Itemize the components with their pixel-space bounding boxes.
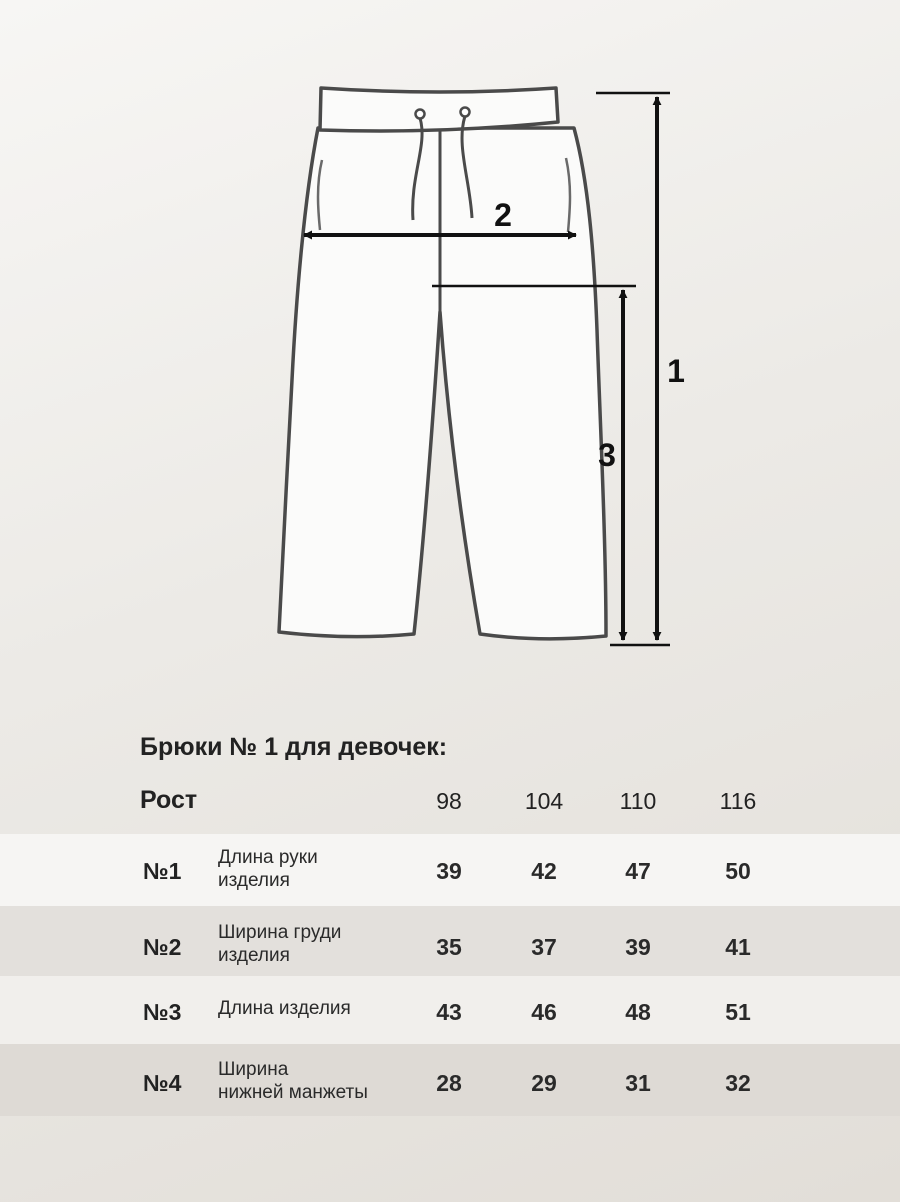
drawstring-grommet-right [461, 108, 470, 117]
row-value: 43 [436, 999, 462, 1025]
table-title: Брюки № 1 для девочек: [140, 733, 448, 761]
row-description-line: изделия [218, 870, 290, 891]
row-value: 35 [436, 934, 462, 960]
row-value: 41 [725, 934, 751, 960]
row-number: №1 [143, 858, 182, 884]
table-row [0, 834, 900, 906]
row-description-line: Длина изделия [218, 998, 351, 1019]
row-value: 39 [625, 934, 651, 960]
row-value: 46 [531, 999, 557, 1025]
size-header-row [0, 782, 900, 822]
row-number: №4 [143, 1070, 182, 1096]
row-description-line: изделия [218, 945, 290, 966]
waistband [320, 88, 558, 131]
table-row [0, 976, 900, 1044]
row-value: 32 [725, 1070, 751, 1096]
row-value: 47 [625, 858, 651, 884]
row-description [218, 846, 418, 892]
row-description [218, 921, 418, 967]
row-value: 29 [531, 1070, 557, 1096]
size-104: 104 [524, 788, 564, 814]
row-value: 31 [625, 1070, 651, 1096]
row-value: 51 [725, 999, 751, 1025]
row-description-line: нижней манжеты [218, 1082, 368, 1103]
drawstring-grommet-left [416, 110, 425, 119]
height-header-label: Рост [140, 786, 198, 814]
waist-label: 2 [494, 197, 512, 233]
size-110: 110 [619, 788, 657, 814]
row-value: 48 [625, 999, 651, 1025]
pants-outline [279, 128, 606, 639]
row-value: 28 [436, 1070, 462, 1096]
table-row [0, 1044, 900, 1116]
inseam-label: 3 [598, 437, 616, 473]
row-description [218, 997, 418, 1020]
row-value: 39 [436, 858, 462, 884]
row-value: 50 [725, 858, 751, 884]
row-value: 42 [531, 858, 557, 884]
row-number: №3 [143, 999, 182, 1025]
row-description-line: Ширина [218, 1059, 289, 1080]
row-description [218, 1058, 418, 1104]
table-row [0, 906, 900, 976]
row-description-line: Ширина груди [218, 922, 342, 943]
row-number: №2 [143, 934, 182, 960]
length-label: 1 [667, 353, 685, 389]
size-98: 98 [436, 788, 462, 814]
size-116: 116 [719, 788, 757, 814]
row-description-line: Длина руки [218, 847, 318, 868]
row-value: 37 [531, 934, 557, 960]
